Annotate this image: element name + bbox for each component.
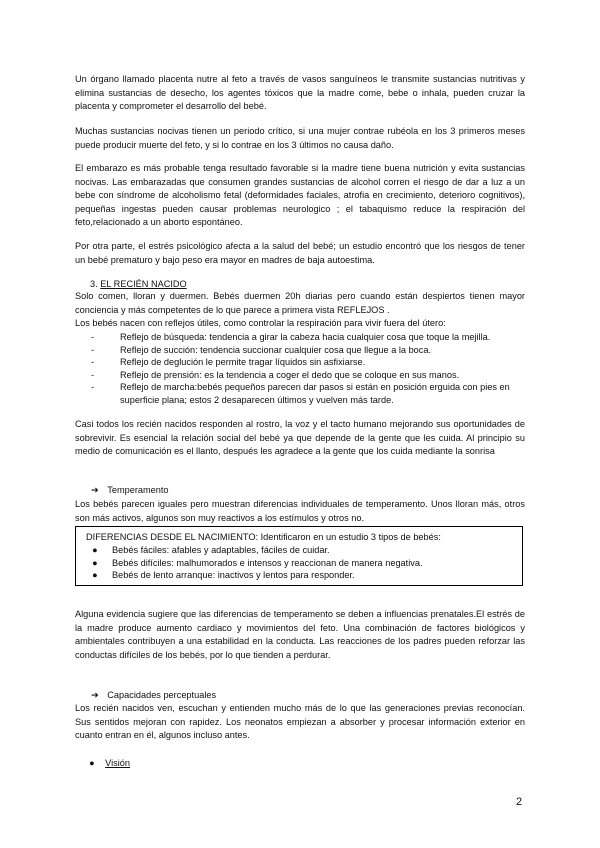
paragraph-temperamento: Los bebés parecen iguales pero muestran diferencias individuales de temperamento. Unos lloran más, otros son más activos, algunos son muy reactivos a los estímulos y otros no. — [75, 499, 525, 523]
list-item: ● Bebés fáciles: afables y adaptables, fáciles de cuidar. — [92, 545, 330, 555]
section-title: EL RECIÉN NACIDO — [100, 279, 187, 289]
list-item: - Reflejo de marcha:bebés pequeños parecen dar pasos si están en posición erguida con pies en superficie plana; estos 2 desaparecen últimos y vuelven más tarde. — [91, 382, 510, 405]
temperamento-title: Temperamento — [107, 485, 169, 495]
arrow-right-icon: ➔ — [91, 485, 99, 495]
reflex-list — [75, 331, 527, 406]
page-number: 2 — [516, 796, 523, 808]
paragraph-newborn-intro: Solo comen, lloran y duermen. Bebés duermen 20h diarias pero cuando están despiertos tienen mayor conciencia y más competentes de lo que parece a primera vista REFLEJOS . — [75, 291, 525, 315]
paragraph-pregnancy-outcome: El embarazo es más probable tenga resultado favorable si la madre tiene buena nutrición y evita sustancias nocivas. Las embarazadas que consumen grandes sustancias de alcohol corren el riesgo de dar a luz a un bebe con síndrome de alcoholismo fetal (deformidades faciales, atrofia en crecimiento, deterioro cognitivos), pequeñas ingestas pueden causar problemas neurologico ; el tabaquismo reduce la respiración del feto,relacionado a un aborto espontáneo. — [75, 163, 525, 227]
bullet-icon: ● — [92, 570, 98, 580]
dash-marker: - — [91, 357, 95, 367]
bullet-icon: ● — [89, 758, 95, 768]
dash-marker: - — [91, 332, 95, 342]
list-item: - Reflejo de búsqueda: tendencia a girar la cabeza hacia cualquier cosa que toque la mejilla. — [91, 332, 491, 342]
bullet-icon: ● — [92, 557, 98, 568]
vision-title: Visión — [105, 758, 130, 768]
list-item: - Reflejo de succión: tendencia succionar cualquier cosa que llegue a la boca. — [91, 344, 432, 355]
box-heading: DIFERENCIAS DESDE EL NACIMIENTO: Identificaron en un estudio 3 tipos de bebés: — [86, 532, 441, 542]
baby-types-list — [86, 544, 423, 582]
paragraph-capacidades: Los recién nacidos ven, escuchan y entienden mucho más de lo que las generaciones previas reconocían. Sus sentidos mejoran con rapidez. Los neonatos empiezan a absorber y procesar información exterior en cuanto entran en él, algunos incluso antes. — [75, 703, 525, 740]
paragraph-social: Casi todos los recién nacidos responden al rostro, la voz y el tacto humano mejorando sus oportunidades de sobrevivir. Es esencial la relación social del bebé ya que depende de la gente que les cuida. Al principio su medio de comunicación es el llanto, después les agradece a la gente que los cuida mediante la sonrisa — [75, 419, 525, 456]
section-number: 3. — [90, 279, 98, 289]
paragraph-evidence: Alguna evidencia sugiere que las diferencias de temperamento se deben a influencias prenatales.El estrés de la madre produce aumento cardiaco y movimientos del feto. Una combinación de factores biológicos y ambientales contribuyen a una estabilidad en la conducta. Las reacciones de los padres pueden reforzar las conductas difíciles de los bebés, por lo que tienden a perdurar. — [75, 609, 525, 660]
list-item: ● Bebés difíciles: malhumorados e intensos y reaccionan de manera negativa. — [92, 557, 423, 568]
capacidades-title: Capacidades perceptuales — [107, 690, 217, 700]
capacidades-heading — [91, 689, 216, 703]
bullet-icon: ● — [92, 545, 98, 555]
dash-marker: - — [91, 382, 95, 392]
list-item: - Reflejo de prensión: es la tendencia a coger el dedo que se coloque en sus manos. — [91, 369, 460, 380]
arrow-right-icon: ➔ — [91, 690, 99, 700]
reflexes-intro: Los bebés nacen con reflejos útiles, como controlar la respiración para vivir fuera del útero: — [75, 318, 446, 328]
list-item: - Reflejo de deglución le permite tragar líquidos sin asfixiarse. — [91, 357, 366, 367]
temperamento-heading — [91, 484, 169, 498]
paragraph-placenta: Un órgano llamado placenta nutre al feto a través de vasos sanguíneos le transmite sustancias nutritivas y elimina sustancias de desecho, los agentes tóxicos que la madre come, bebe o inhala, pueden cruzar la placenta y comprometer el desarrollo del bebé. — [75, 74, 525, 111]
list-item: ● Bebés de lento arranque: inactivos y lentos para responder. — [92, 570, 355, 580]
vision-heading — [89, 757, 130, 771]
dash-marker: - — [91, 369, 95, 380]
temperament-types-box — [75, 526, 523, 586]
paragraph-critical-period: Muchas sustancias nocivas tienen un periodo crítico, si una mujer contrae rubéola en los 3 primeros meses puede producir muerte del feto, y si lo contrae en los 3 últimos no causa daño. — [75, 126, 525, 150]
dash-marker: - — [91, 344, 95, 355]
paragraph-stress: Por otra parte, el estrés psicológico afecta a la salud del bebé; un estudio encontró que los riesgos de tener un bebé prematuro y bajo peso era mayor en madres de baja autoestima. — [75, 241, 525, 265]
